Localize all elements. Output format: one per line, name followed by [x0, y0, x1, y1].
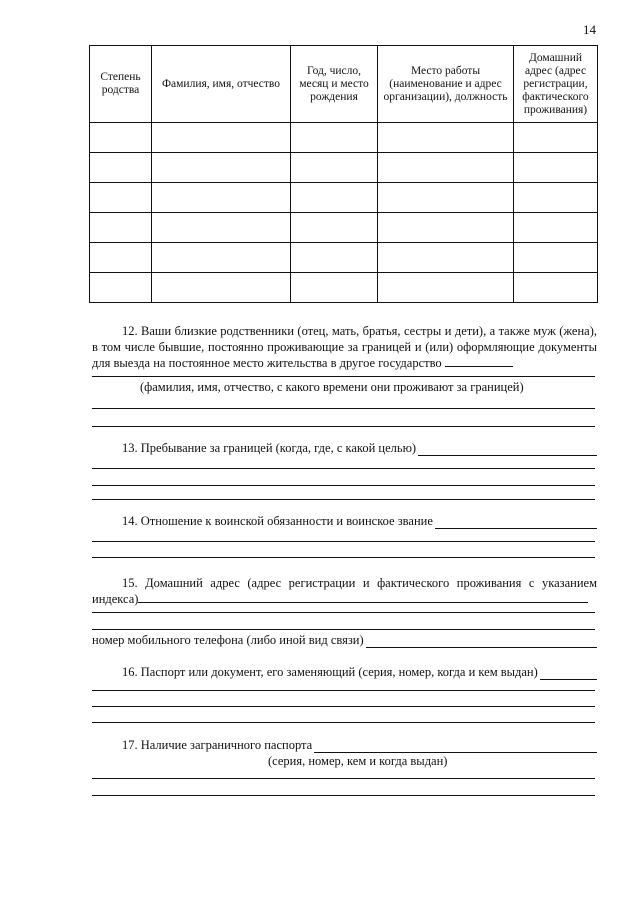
- table-cell[interactable]: [152, 273, 291, 303]
- section-16-line-2[interactable]: [92, 706, 595, 707]
- table-cell[interactable]: [291, 213, 378, 243]
- section-14-answer-line[interactable]: [435, 517, 597, 529]
- section-16-line-1[interactable]: [92, 690, 595, 691]
- section-15-paragraph: [92, 575, 597, 607]
- table-body: [90, 123, 598, 303]
- phone-label: номер мобильного телефона (либо иной вид связи): [92, 633, 364, 647]
- table-cell[interactable]: [291, 153, 378, 183]
- table-cell[interactable]: [90, 213, 152, 243]
- table-row: [90, 153, 598, 183]
- table-cell[interactable]: [90, 273, 152, 303]
- table-cell[interactable]: [378, 243, 514, 273]
- header-full-name: Фамилия, имя, отчество: [152, 46, 291, 123]
- section-16-answer-line[interactable]: [540, 668, 597, 680]
- section-17-line-1[interactable]: [92, 778, 595, 779]
- section-15-answer-line[interactable]: [138, 591, 588, 603]
- section-12-caption: (фамилия, имя, отчество, с какого времени они проживают за границей): [140, 380, 524, 394]
- header-home-address: Домашний адрес (адрес регистрации, фактического проживания): [514, 46, 598, 123]
- section-13-line-1[interactable]: [92, 468, 595, 469]
- table-cell[interactable]: [291, 273, 378, 303]
- table-cell[interactable]: [152, 213, 291, 243]
- table-row: [90, 213, 598, 243]
- table-cell[interactable]: [90, 183, 152, 213]
- table-cell[interactable]: [291, 243, 378, 273]
- table-cell[interactable]: [152, 123, 291, 153]
- table-cell[interactable]: [514, 273, 598, 303]
- table-row: [90, 273, 598, 303]
- table-cell[interactable]: [90, 243, 152, 273]
- table-cell[interactable]: [90, 123, 152, 153]
- relatives-table: [89, 45, 598, 303]
- table-row: [90, 123, 598, 153]
- page-number: 14: [583, 22, 596, 37]
- section-17-text: 17. Наличие заграничного паспорта: [122, 738, 313, 752]
- table-cell[interactable]: [152, 243, 291, 273]
- section-17-answer-line[interactable]: [314, 741, 597, 753]
- header-workplace: Место работы (наименование и адрес организации), должность: [378, 46, 514, 123]
- phone-answer-line[interactable]: [366, 636, 597, 648]
- section-13-line-3[interactable]: [92, 499, 595, 500]
- section-16-row: [92, 665, 597, 680]
- table-cell[interactable]: [378, 183, 514, 213]
- section-12-line-2[interactable]: [92, 408, 595, 409]
- table-cell[interactable]: [514, 153, 598, 183]
- section-15-line-1[interactable]: [92, 612, 595, 613]
- table-cell[interactable]: [514, 183, 598, 213]
- section-15-line-2[interactable]: [92, 629, 595, 630]
- section-13-text: 13. Пребывание за границей (когда, где, с какой целью): [122, 441, 417, 455]
- table-cell[interactable]: [514, 213, 598, 243]
- section-12-answer-line[interactable]: [445, 355, 513, 367]
- table-cell[interactable]: [152, 153, 291, 183]
- table-row: [90, 243, 598, 273]
- table-cell[interactable]: [514, 123, 598, 153]
- section-17-row: [92, 738, 597, 753]
- section-12-text: 12. Ваши близкие родственники (отец, мать, братья, сестры и дети), а также муж (жена), в том числе бывшие, постоянно проживающие за границей и (или) оформляющие документы для выезда на постоянное место жительства в другое государство: [92, 324, 597, 370]
- table-cell[interactable]: [378, 153, 514, 183]
- section-13-line-2[interactable]: [92, 485, 595, 486]
- section-12-line-3[interactable]: [92, 426, 595, 427]
- table-row: [90, 183, 598, 213]
- table-cell[interactable]: [378, 213, 514, 243]
- section-17-caption: (серия, номер, кем и когда выдан): [268, 754, 448, 768]
- table-cell[interactable]: [378, 273, 514, 303]
- table-cell[interactable]: [291, 123, 378, 153]
- section-15-text: 15. Домашний адрес (адрес регистрации и фактического проживания с указанием индекса): [92, 576, 597, 606]
- section-14-line-2[interactable]: [92, 557, 595, 558]
- section-16-text: 16. Паспорт или документ, его заменяющий (серия, номер, когда и кем выдан): [122, 665, 538, 679]
- table-cell[interactable]: [514, 243, 598, 273]
- header-birth: Год, число, месяц и место рождения: [291, 46, 378, 123]
- section-13-row: [92, 441, 597, 456]
- table-cell[interactable]: [378, 123, 514, 153]
- section-12-paragraph: [92, 323, 597, 371]
- table-cell[interactable]: [291, 183, 378, 213]
- header-kinship: Степень родства: [90, 46, 152, 123]
- section-16-line-3[interactable]: [92, 722, 595, 723]
- section-13-answer-line[interactable]: [418, 444, 597, 456]
- section-14-line-1[interactable]: [92, 541, 595, 542]
- section-14-text: 14. Отношение к воинской обязанности и воинское звание: [122, 514, 433, 528]
- table-header-row: [90, 46, 598, 123]
- section-15-phone-row: [92, 633, 597, 648]
- section-12-line-1[interactable]: [92, 376, 595, 377]
- section-14-row: [92, 514, 597, 529]
- table-cell[interactable]: [152, 183, 291, 213]
- table-cell[interactable]: [90, 153, 152, 183]
- section-17-line-2[interactable]: [92, 795, 595, 796]
